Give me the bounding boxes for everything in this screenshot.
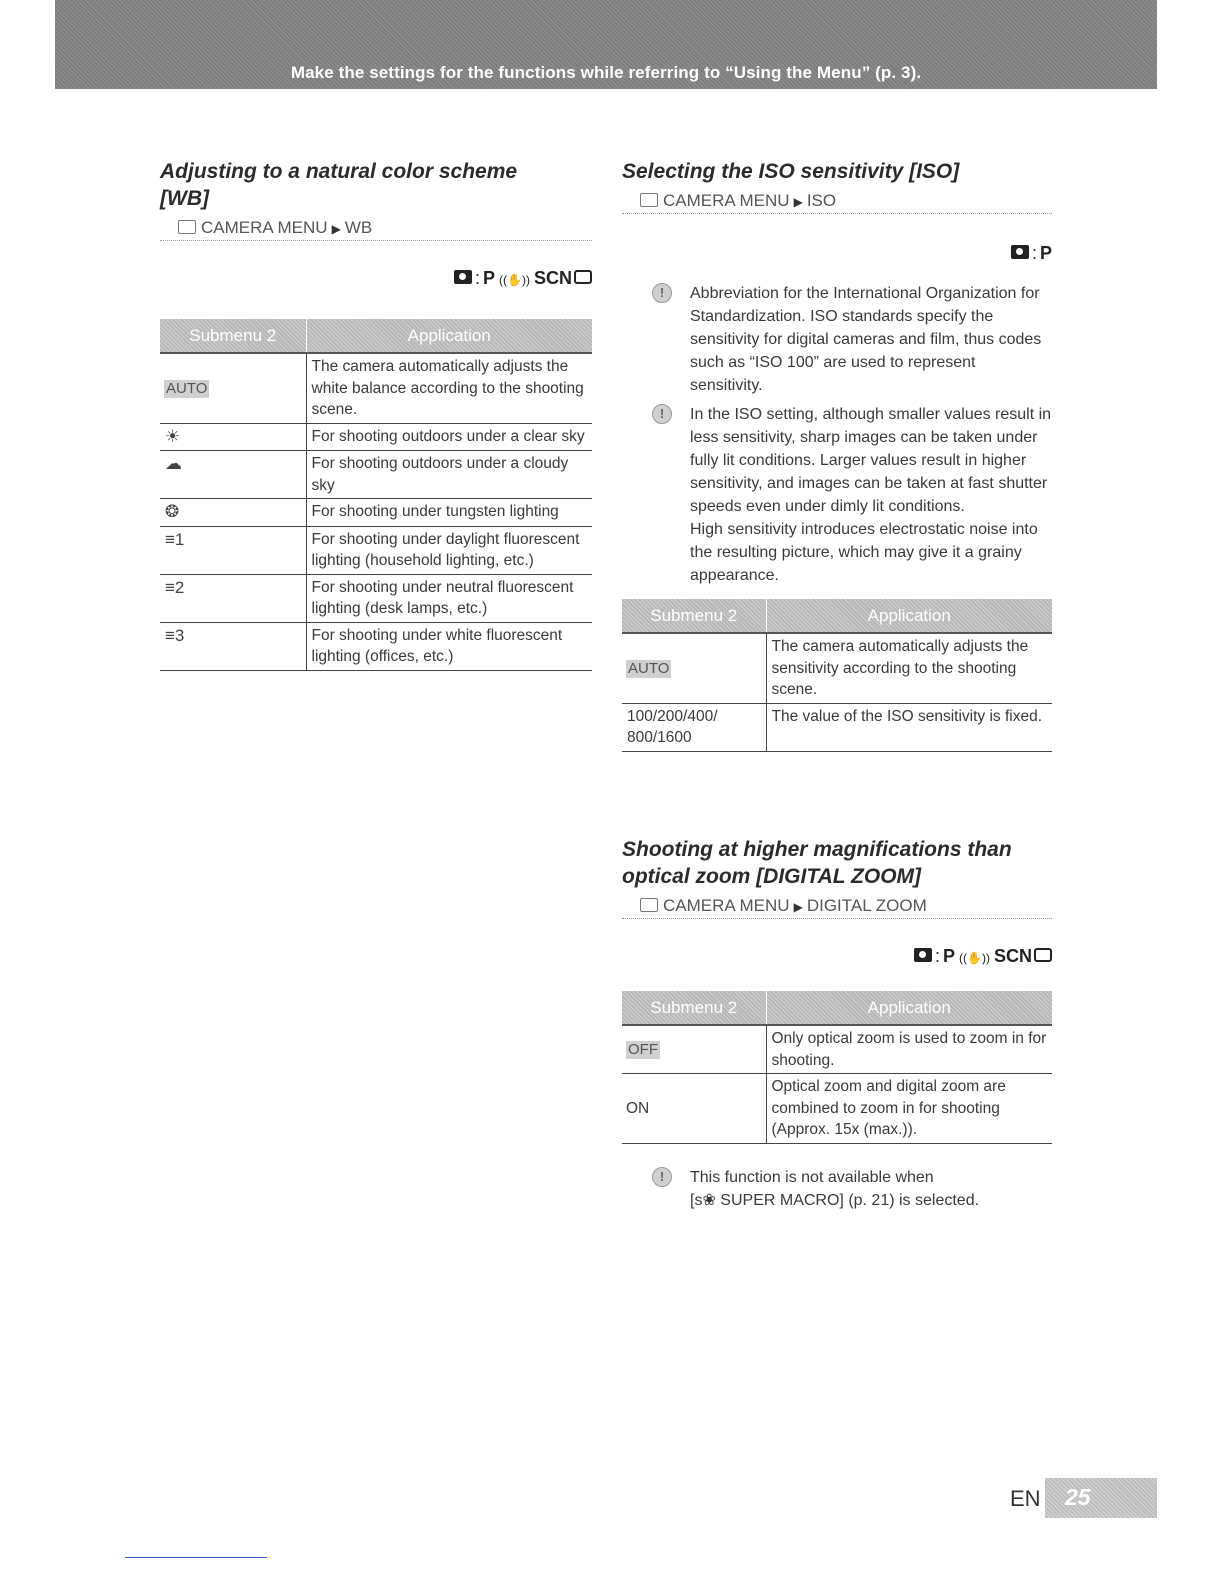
dz-header-submenu: Submenu 2 [622,991,766,1025]
note-icon: ! [652,283,672,303]
table-row: AUTO The camera automatically adjusts the white balance according to the shooting scene. [160,353,592,423]
program-mode-label: P [1039,243,1052,263]
camera-mode-icon [1011,245,1029,259]
wb-section [160,158,592,671]
dz-title: Shooting at higher magnifications than optical zoom [DIGITAL ZOOM] [622,838,1012,888]
fluorescent-3-icon: ≡3 [165,625,185,645]
wb-mode-icons: : P ((✋)) SCN [160,265,592,291]
camera-menu-icon [178,220,196,234]
auto-badge: AUTO [628,659,670,677]
iso-note-3: High sensitivity introduces electrostatic noise into the resulting picture, which may give it a grainy appearance. [690,521,1038,584]
note-icon: ! [652,1167,672,1187]
table-row: ❂ For shooting under tungsten lighting [160,499,592,527]
auto-badge: AUTO [166,379,208,397]
table-row: 100/200/400/ 800/1600 The value of the ISO sensitivity is fixed. [622,703,1052,751]
table-row: ☀ For shooting outdoors under a clear sky [160,423,592,451]
wb-header-application: Application [306,319,592,353]
dz-mode-icons: : P ((✋)) SCN [622,943,1052,969]
iso-note-2: ! In the ISO setting, although smaller values result in less sensitivity, sharp images can be taken under fully lit conditions. Larger values result in higher sensitivity, and images can be taken at fast shutter speeds even under dimly lit conditions. [622,403,1052,518]
dz-table-header [622,991,1052,1025]
wb-title: Adjusting to a natural color scheme [WB] [160,160,518,210]
iso-table-header [622,599,1052,633]
wb-menu-path: CAMERA MENU ▶ WB [160,218,592,241]
table-row: ≡3 For shooting under white fluorescent lighting (offices, etc.) [160,622,592,670]
table-row: OFF Only optical zoom is used to zoom in for shooting. [622,1025,1052,1074]
program-mode-label: P [483,268,496,288]
table-row: ≡1 For shooting under daylight fluorescent lighting (household lighting, etc.) [160,526,592,574]
wb-header-submenu: Submenu 2 [160,319,306,353]
camera-mode-icon [454,270,472,284]
iso-menu-path: CAMERA MENU ▶ ISO [622,191,1052,214]
iso-header-application: Application [766,599,1052,633]
movie-mode-icon [574,270,592,284]
cloudy-icon: ☁ [165,454,182,473]
iso-header-submenu: Submenu 2 [622,599,766,633]
iso-table [622,599,1052,752]
fluorescent-1-icon: ≡1 [165,529,185,549]
scene-mode-label: SCN [993,946,1032,966]
table-row: ≡2 For shooting under neutral fluorescent lighting (desk lamps, etc.) [160,574,592,622]
camera-menu-icon [640,898,658,912]
wb-table [160,319,592,671]
table-row: ☁ For shooting outdoors under a cloudy sky [160,451,592,499]
fluorescent-2-icon: ≡2 [165,577,185,597]
iso-section [622,158,1052,752]
movie-mode-icon [1034,948,1052,962]
dz-header-application: Application [766,991,1052,1025]
note-icon: ! [652,404,672,424]
iso-title: Selecting the ISO sensitivity [ISO] [622,160,960,183]
camera-mode-icon [914,948,932,962]
scene-mode-label: SCN [533,268,572,288]
iso-notes [622,282,1052,587]
play-arrow-icon: ▶ [793,900,803,914]
banner-text: Make the settings for the functions while referring to “Using the Menu” (p. 3). [290,63,922,82]
sunny-icon: ☀ [165,426,181,446]
table-row: ON Optical zoom and digital zoom are combined to zoom in for shooting (Approx. 15x (max.)). [622,1074,1052,1144]
program-mode-label: P [943,946,956,966]
dz-note: ! This function is not available when [s❀ SUPER MACRO] (p. 21) is selected. [622,1166,1052,1212]
footer-divider [125,1557,267,1558]
play-arrow-icon: ▶ [793,195,803,209]
language-label: EN [1010,1486,1041,1511]
play-arrow-icon: ▶ [331,222,341,236]
tungsten-icon: ❂ [165,502,180,521]
dis-mode-icon: ((✋)) [959,951,990,965]
page-banner [55,0,1157,89]
camera-menu-icon [640,193,658,207]
dz-menu-path: CAMERA MENU ▶ DIGITAL ZOOM [622,896,1052,919]
page-number: 25 [1065,1484,1091,1510]
digital-zoom-section [622,836,1052,1218]
dz-table [622,991,1052,1144]
dis-mode-icon: ((✋)) [499,273,530,287]
table-row: AUTO The camera automatically adjusts the sensitivity according to the shooting scene. [622,633,1052,703]
page-number-box [1045,1478,1157,1518]
iso-mode-icons: : P [622,240,1052,266]
off-badge: OFF [628,1040,658,1058]
iso-note-1: ! Abbreviation for the International Organization for Standardization. ISO standards specify the sensitivity for digital cameras and film, thus codes such as “ISO 100” are used to represent sensitivity. [622,282,1052,397]
wb-table-header [160,319,592,353]
